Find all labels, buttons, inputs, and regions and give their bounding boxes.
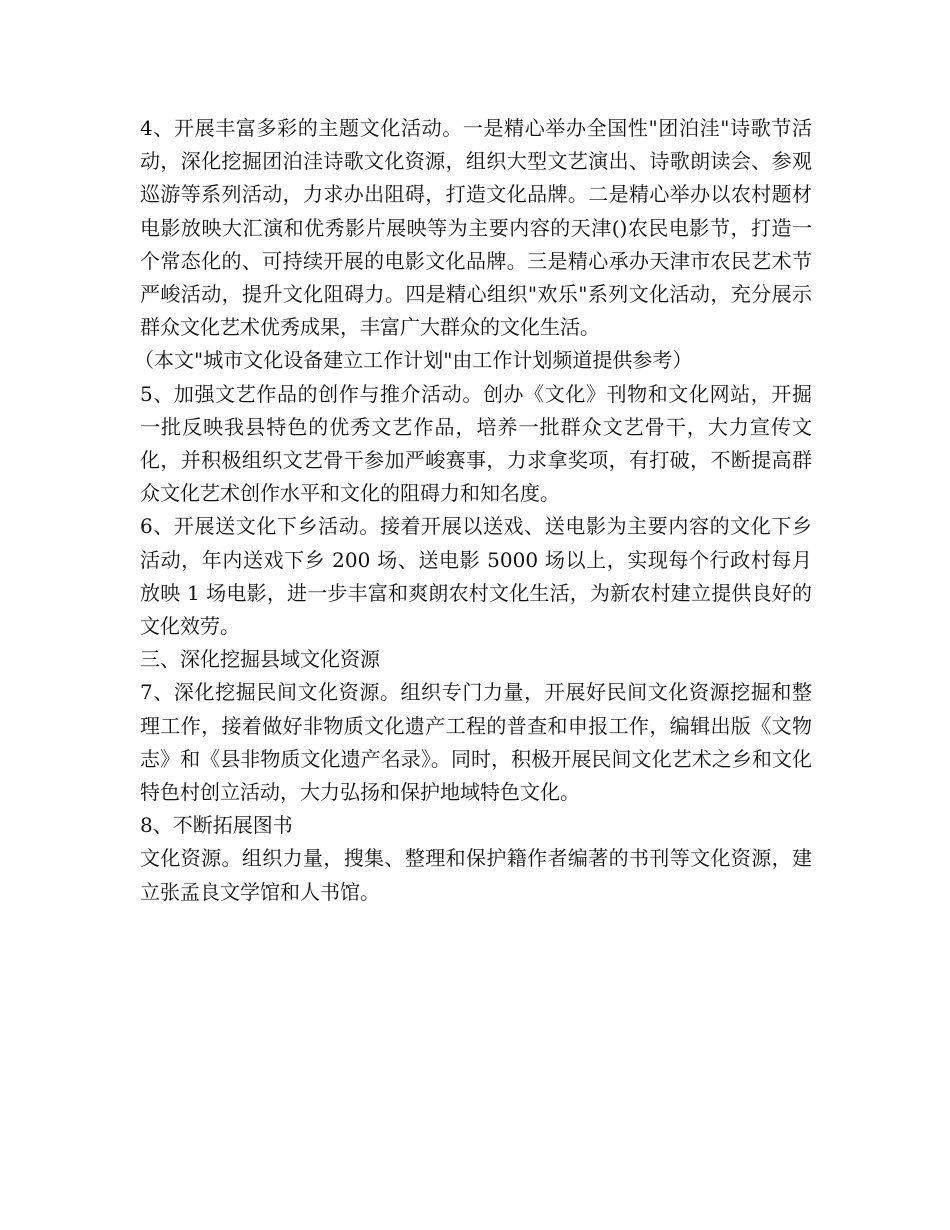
section-heading-3: 三、深化挖掘县域文化资源 (140, 647, 380, 672)
paragraph-item-8-body: 文化资源。组织力量，搜集、整理和保护籍作者编著的书刊等文化资源，建立张孟良文学馆和人书馆。 (140, 846, 812, 904)
paragraph-item-4-theme-activities: 4、开展丰富多彩的主题文化活动。一是精心举办全国性"团泊洼"诗歌节活动，深化挖掘团泊洼诗歌文化资源，组织大型文艺演出、诗歌朗读会、参观巡游等系列活动，力求办出阻碍，打造文化品牌。二是精心举办以农村题材电影放映大汇演和优秀影片展映等为主要内容的天津()农民电影节，打造一个常态化的、可持续开展的电影文化品牌。三是精心承办天津市农民艺术节严峻活动，提升文化阻碍力。四是精心组织"欢乐"系列文化活动，充分展示群众文化艺术优秀成果，丰富广大群众的文化生活。 (140, 116, 812, 340)
paragraph-item-6-culture-to-countryside: 6、开展送文化下乡活动。接着开展以送戏、送电影为主要内容的文化下乡活动，年内送戏下乡 200 场、送电影 5000 场以上，实现每个行政村每月放映 1 场电影，进一步丰富和爽朗农村文化生活，为新农村建立提供良好的文化效劳。 (140, 514, 812, 639)
paragraph-item-5-works-promotion: 5、加强文艺作品的创作与推介活动。创办《文化》刊物和文化网站，开掘一批反映我县特色的优秀文艺作品，培养一批群众文艺骨干，大力宣传文化，并积极组织文艺骨干参加严峻赛事，力求拿奖项，有打破，不断提高群众文化艺术创作水平和文化的阻碍力和知名度。 (140, 381, 812, 506)
source-note: （本文"城市文化设备建立工作计划"由工作计划频道提供参考） (134, 348, 693, 373)
paragraph-item-8-heading: 8、不断拓展图书 (140, 813, 293, 838)
document-page (134, 112, 812, 909)
paragraph-item-7-folk-resources: 7、深化挖掘民间文化资源。组织专门力量，开展好民间文化资源挖掘和整理工作，接着做好非物质文化遗产工程的普查和申报工作，编辑出版《文物志》和《县非物质文化遗产名录》。同时，积极开展民间文化艺术之乡和文化特色村创立活动，大力弘扬和保护地域特色文化。 (140, 680, 812, 805)
